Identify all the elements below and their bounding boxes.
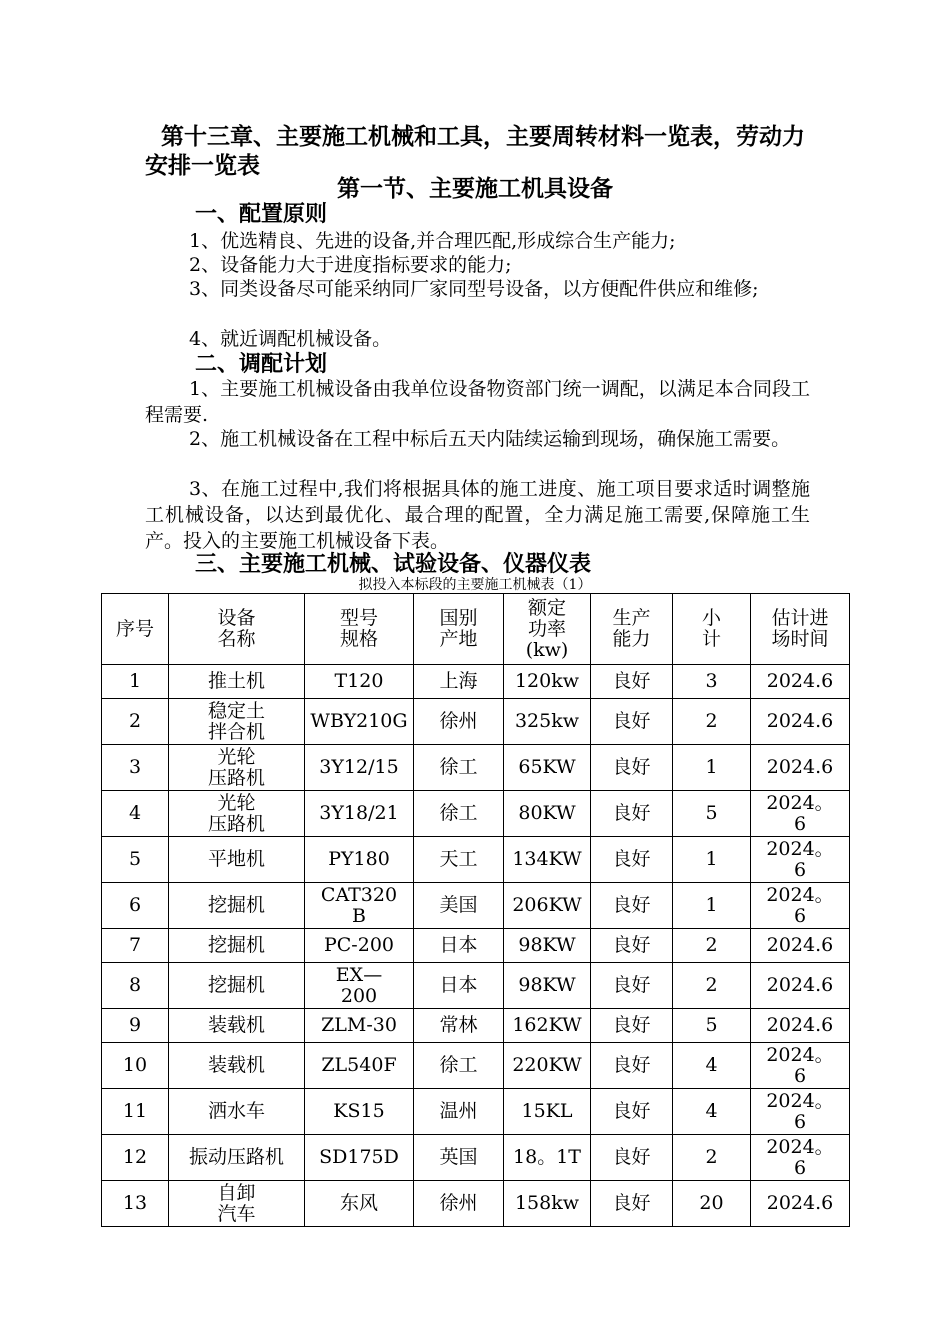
cell-index: 3 [102, 745, 169, 791]
col-header-rated-power: 额定 功率 (kw) [504, 594, 591, 665]
cell-subtotal: 4 [673, 1089, 751, 1135]
cell-origin: 日本 [414, 929, 504, 963]
cell-capacity: 良好 [591, 1009, 673, 1043]
cell-capacity: 良好 [591, 837, 673, 883]
table-row [102, 1181, 850, 1227]
cell-rated-power: 15KL [504, 1089, 591, 1135]
cell-subtotal: 1 [673, 745, 751, 791]
cell-origin: 常林 [414, 1009, 504, 1043]
cell-arrival-time: 2024.6 [751, 1181, 850, 1227]
cell-model: ZLM-30 [305, 1009, 414, 1043]
cell-equipment-name: 装载机 [169, 1043, 305, 1089]
cell-index: 12 [102, 1135, 169, 1181]
cell-index: 1 [102, 665, 169, 699]
cell-index: 13 [102, 1181, 169, 1227]
cell-origin: 徐州 [414, 1181, 504, 1227]
cell-equipment-name: 振动压路机 [169, 1135, 305, 1181]
cell-capacity: 良好 [591, 1043, 673, 1089]
cell-subtotal: 1 [673, 837, 751, 883]
cell-index: 4 [102, 791, 169, 837]
cell-subtotal: 20 [673, 1181, 751, 1227]
cell-model: WBY210G [305, 699, 414, 745]
heading-config-principles: 一、配置原则 [195, 201, 328, 227]
cell-equipment-name: 光轮 压路机 [169, 745, 305, 791]
cell-index: 9 [102, 1009, 169, 1043]
cell-origin: 徐工 [414, 1043, 504, 1089]
cell-model: PC-200 [305, 929, 414, 963]
cell-equipment-name: 推土机 [169, 665, 305, 699]
cell-arrival-time: 2024。 6 [751, 1135, 850, 1181]
cell-rated-power: 220KW [504, 1043, 591, 1089]
col-header-model: 型号 规格 [305, 594, 414, 665]
table-row [102, 1089, 850, 1135]
cell-subtotal: 2 [673, 929, 751, 963]
cell-capacity: 良好 [591, 1181, 673, 1227]
principle-item: 2、设备能力大于进度指标要求的能力; [189, 254, 512, 276]
principle-item: 1、优选精良、先进的设备,并合理匹配,形成综合生产能力; [189, 230, 676, 252]
plan-item: 2、施工机械设备在工程中标后五天内陆续运输到现场，确保施工需要。 [189, 428, 791, 450]
cell-arrival-time: 2024.6 [751, 929, 850, 963]
cell-arrival-time: 2024.6 [751, 745, 850, 791]
table-row [102, 1043, 850, 1089]
table-header-row [102, 594, 850, 665]
col-header-capacity: 生产 能力 [591, 594, 673, 665]
cell-subtotal: 2 [673, 699, 751, 745]
machinery-table [101, 593, 850, 1227]
cell-arrival-time: 2024.6 [751, 699, 850, 745]
cell-subtotal: 5 [673, 791, 751, 837]
section-title: 第一节、主要施工机具设备 [337, 175, 613, 202]
heading-main-machinery: 三、主要施工机械、试验设备、仪器仪表 [195, 551, 592, 577]
table-row [102, 963, 850, 1009]
table-row [102, 929, 850, 963]
cell-index: 5 [102, 837, 169, 883]
cell-rated-power: 162KW [504, 1009, 591, 1043]
plan-item: 3、在施工过程中,我们将根据具体的施工进度、施工项目要求适时调整施工机械设备，以达到最优化、最合理的配置，全力满足施工需要,保障施工生产。投入的主要施工机械设备下表。 [145, 478, 810, 552]
cell-capacity: 良好 [591, 1089, 673, 1135]
col-header-subtotal: 小 计 [673, 594, 751, 665]
cell-arrival-time: 2024。 6 [751, 791, 850, 837]
cell-subtotal: 3 [673, 665, 751, 699]
table-row [102, 791, 850, 837]
cell-origin: 美国 [414, 883, 504, 929]
cell-model: EX— 200 [305, 963, 414, 1009]
cell-rated-power: 18。1T [504, 1135, 591, 1181]
cell-arrival-time: 2024。 6 [751, 1089, 850, 1135]
cell-rated-power: 158kw [504, 1181, 591, 1227]
cell-rated-power: 325kw [504, 699, 591, 745]
cell-model: KS15 [305, 1089, 414, 1135]
cell-equipment-name: 洒水车 [169, 1089, 305, 1135]
cell-capacity: 良好 [591, 699, 673, 745]
col-header-origin: 国别 产地 [414, 594, 504, 665]
cell-equipment-name: 挖掘机 [169, 963, 305, 1009]
table-row [102, 883, 850, 929]
cell-equipment-name: 装载机 [169, 1009, 305, 1043]
cell-arrival-time: 2024.6 [751, 665, 850, 699]
cell-rated-power: 120kw [504, 665, 591, 699]
cell-capacity: 良好 [591, 745, 673, 791]
principle-item: 4、就近调配机械设备。 [189, 328, 392, 350]
cell-model: 东风 [305, 1181, 414, 1227]
cell-equipment-name: 光轮 压路机 [169, 791, 305, 837]
principle-item: 3、同类设备尽可能采纳同厂家同型号设备，以方便配件供应和维修; [189, 278, 759, 300]
cell-arrival-time: 2024.6 [751, 1009, 850, 1043]
table-row [102, 665, 850, 699]
cell-rated-power: 134KW [504, 837, 591, 883]
cell-index: 11 [102, 1089, 169, 1135]
cell-index: 7 [102, 929, 169, 963]
cell-arrival-time: 2024.6 [751, 963, 850, 1009]
cell-subtotal: 1 [673, 883, 751, 929]
cell-model: ZL540F [305, 1043, 414, 1089]
cell-index: 8 [102, 963, 169, 1009]
cell-rated-power: 80KW [504, 791, 591, 837]
cell-equipment-name: 自卸 汽车 [169, 1181, 305, 1227]
heading-allocation-plan: 二、调配计划 [195, 351, 328, 377]
cell-origin: 温州 [414, 1089, 504, 1135]
cell-model: SD175D [305, 1135, 414, 1181]
cell-capacity: 良好 [591, 791, 673, 837]
cell-origin: 徐工 [414, 791, 504, 837]
cell-equipment-name: 稳定土 拌合机 [169, 699, 305, 745]
cell-rated-power: 65KW [504, 745, 591, 791]
chapter-title: 第十三章、主要施工机械和工具，主要周转材料一览表，劳动力安排一览表 [145, 123, 805, 179]
cell-equipment-name: 挖掘机 [169, 883, 305, 929]
cell-index: 2 [102, 699, 169, 745]
cell-origin: 徐州 [414, 699, 504, 745]
cell-model: CAT320 B [305, 883, 414, 929]
cell-origin: 日本 [414, 963, 504, 1009]
cell-subtotal: 2 [673, 1135, 751, 1181]
cell-subtotal: 4 [673, 1043, 751, 1089]
cell-model: PY180 [305, 837, 414, 883]
cell-index: 10 [102, 1043, 169, 1089]
cell-origin: 徐工 [414, 745, 504, 791]
cell-subtotal: 2 [673, 963, 751, 1009]
table-row [102, 745, 850, 791]
cell-rated-power: 206KW [504, 883, 591, 929]
cell-model: 3Y18/21 [305, 791, 414, 837]
cell-origin: 天工 [414, 837, 504, 883]
table-caption: 拟投入本标段的主要施工机械表（1） [358, 577, 592, 593]
cell-capacity: 良好 [591, 963, 673, 1009]
table-row [102, 1135, 850, 1181]
cell-rated-power: 98KW [504, 929, 591, 963]
cell-model: 3Y12/15 [305, 745, 414, 791]
cell-arrival-time: 2024。 6 [751, 883, 850, 929]
col-header-equipment-name: 设备 名称 [169, 594, 305, 665]
cell-subtotal: 5 [673, 1009, 751, 1043]
cell-equipment-name: 挖掘机 [169, 929, 305, 963]
cell-capacity: 良好 [591, 665, 673, 699]
table-row [102, 837, 850, 883]
table-row [102, 1009, 850, 1043]
plan-item: 1、主要施工机械设备由我单位设备物资部门统一调配，以满足本合同段工程需要. [145, 378, 810, 426]
cell-capacity: 良好 [591, 1135, 673, 1181]
cell-index: 6 [102, 883, 169, 929]
cell-arrival-time: 2024。 6 [751, 837, 850, 883]
cell-origin: 英国 [414, 1135, 504, 1181]
cell-capacity: 良好 [591, 883, 673, 929]
cell-origin: 上海 [414, 665, 504, 699]
col-header-index: 序号 [102, 594, 169, 665]
col-header-arrival-time: 估计进 场时间 [751, 594, 850, 665]
cell-model: T120 [305, 665, 414, 699]
cell-capacity: 良好 [591, 929, 673, 963]
cell-rated-power: 98KW [504, 963, 591, 1009]
cell-arrival-time: 2024。 6 [751, 1043, 850, 1089]
cell-equipment-name: 平地机 [169, 837, 305, 883]
table-row [102, 699, 850, 745]
